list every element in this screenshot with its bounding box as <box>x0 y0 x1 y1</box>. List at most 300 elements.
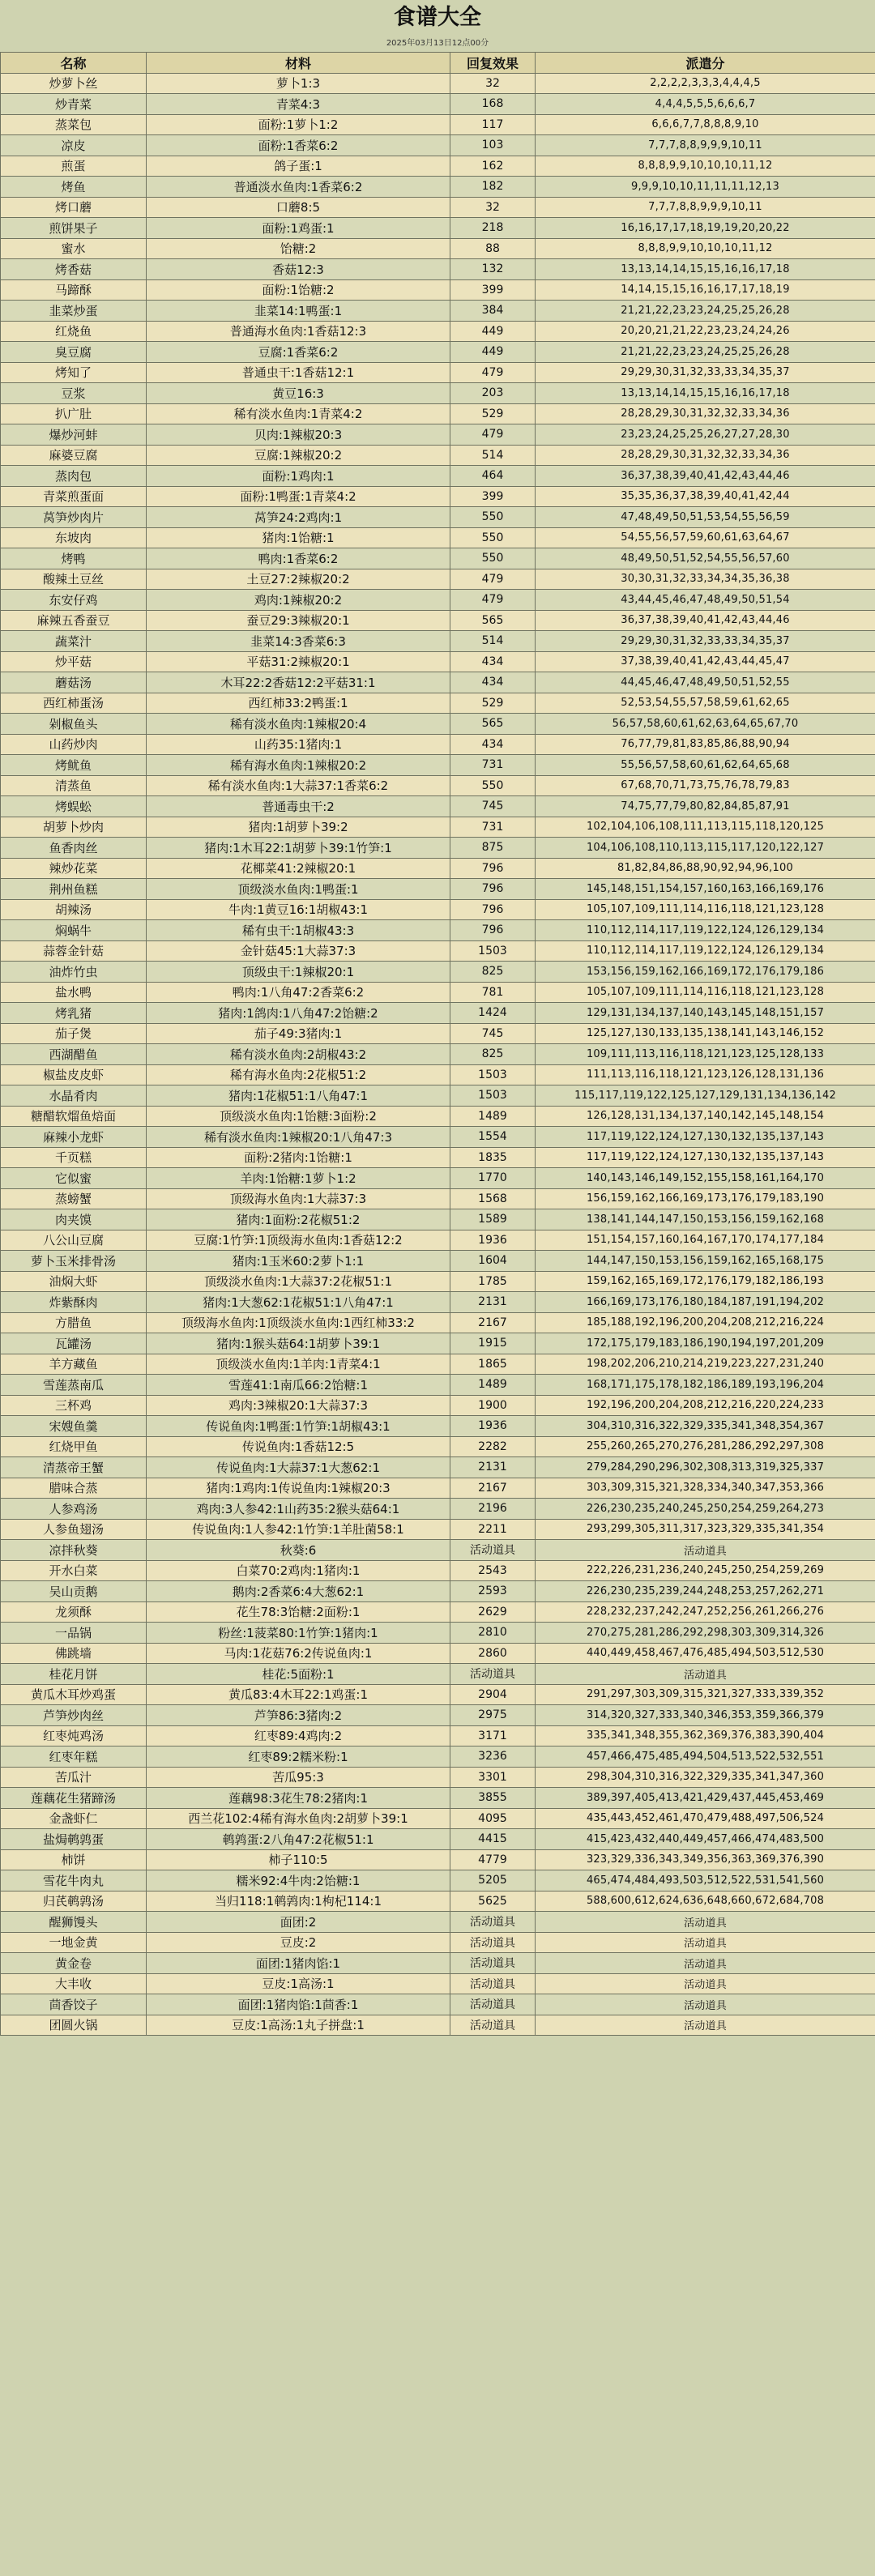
recipe-materials: 蚕豆29:3辣椒20:1 <box>147 610 450 631</box>
recipe-recovery: 796 <box>450 879 536 900</box>
recipe-materials: 面团:2 <box>147 1912 450 1933</box>
recipe-name: 烤乳猪 <box>1 1003 147 1024</box>
recipe-materials: 面粉:1鸡蛋:1 <box>147 218 450 239</box>
recipe-materials: 木耳22:2香菇12:2平菇31:1 <box>147 672 450 693</box>
table-row <box>1 734 875 755</box>
recipe-name: 蒸螃蟹 <box>1 1188 147 1209</box>
recipe-dispatch-score: 活动道具 <box>536 1912 875 1933</box>
recipe-materials: 牛肉:1黄豆16:1胡椒43:1 <box>147 899 450 920</box>
table-row <box>1 714 875 735</box>
table-row <box>1 73 875 94</box>
recipe-dispatch-score: 37,38,39,40,41,42,43,44,45,47 <box>536 651 875 672</box>
table-row <box>1 177 875 198</box>
recipe-materials: 普通海水鱼肉:1香菇12:3 <box>147 321 450 342</box>
recipe-materials: 猪肉:1玉米60:2萝卜1:1 <box>147 1251 450 1272</box>
recipe-dispatch-score: 104,106,108,110,113,115,117,120,122,127 <box>536 838 875 859</box>
recipe-materials: 顶级淡水鱼肉:1饴糖:3面粉:2 <box>147 1106 450 1127</box>
recipe-materials: 猪肉:1木耳22:1胡萝卜39:1竹笋:1 <box>147 838 450 859</box>
recipe-materials: 萝卜1:3 <box>147 73 450 94</box>
table-row <box>1 1643 875 1664</box>
recipe-materials: 传说鱼肉:1人参42:1竹笋:1羊肚菌58:1 <box>147 1519 450 1540</box>
recipe-recovery: 2975 <box>450 1705 536 1726</box>
recipe-dispatch-score: 44,45,46,47,48,49,50,51,52,55 <box>536 672 875 693</box>
recipe-dispatch-score: 185,188,192,196,200,204,208,212,216,224 <box>536 1312 875 1333</box>
recipe-materials: 面团:1猪肉馅:1 <box>147 1953 450 1974</box>
recipe-dispatch-score: 81,82,84,86,88,90,92,94,96,100 <box>536 858 875 879</box>
recipe-recovery: 活动道具 <box>450 1540 536 1561</box>
recipe-name: 茄子煲 <box>1 1023 147 1044</box>
recipe-name: 油炸竹虫 <box>1 962 147 983</box>
recipe-dispatch-score: 47,48,49,50,51,53,54,55,56,59 <box>536 507 875 528</box>
table-row <box>1 1788 875 1809</box>
recipe-recovery: 3855 <box>450 1788 536 1809</box>
recipe-name: 韭菜炒蛋 <box>1 301 147 322</box>
table-row <box>1 817 875 838</box>
recipe-recovery: 479 <box>450 424 536 446</box>
table-row <box>1 1354 875 1375</box>
table-row <box>1 1127 875 1148</box>
recipe-materials: 糯米92:4牛肉:2饴糖:1 <box>147 1870 450 1891</box>
recipe-name: 东坡肉 <box>1 527 147 548</box>
table-row <box>1 1106 875 1127</box>
recipe-name: 红烧鱼 <box>1 321 147 342</box>
recipe-dispatch-score: 36,37,38,39,40,41,42,43,44,46 <box>536 466 875 487</box>
recipe-materials: 面粉:1鸡肉:1 <box>147 466 450 487</box>
table-row <box>1 1003 875 1024</box>
recipe-dispatch-score: 16,16,17,17,18,19,19,20,20,22 <box>536 218 875 239</box>
recipe-recovery: 88 <box>450 238 536 259</box>
recipe-dispatch-score: 110,112,114,117,119,122,124,126,129,134 <box>536 920 875 941</box>
table-row <box>1 1684 875 1705</box>
recipe-name: 开水白菜 <box>1 1560 147 1581</box>
recipe-name: 凉皮 <box>1 135 147 156</box>
recipe-name: 吴山贡鹅 <box>1 1581 147 1602</box>
recipe-recovery: 479 <box>450 362 536 383</box>
recipe-materials: 粉丝:1菠菜80:1竹笋:1猪肉:1 <box>147 1623 450 1644</box>
recipe-dispatch-score: 166,169,173,176,180,184,187,191,194,202 <box>536 1292 875 1313</box>
recipe-dispatch-score: 30,30,31,32,33,34,34,35,36,38 <box>536 569 875 590</box>
recipe-materials: 苦瓜95:3 <box>147 1767 450 1788</box>
recipe-name: 金盏虾仁 <box>1 1808 147 1829</box>
recipe-materials: 莲藕98:3花生78:2猪肉:1 <box>147 1788 450 1809</box>
recipe-materials: 韭菜14:3香菜6:3 <box>147 631 450 652</box>
recipe-materials: 传说鱼肉:1大蒜37:1大葱62:1 <box>147 1457 450 1478</box>
recipe-dispatch-score: 54,55,56,57,59,60,61,63,64,67 <box>536 527 875 548</box>
recipe-recovery: 2167 <box>450 1312 536 1333</box>
recipe-recovery: 5205 <box>450 1870 536 1891</box>
recipe-recovery: 活动道具 <box>450 1973 536 1994</box>
recipe-name: 雪花牛肉丸 <box>1 1870 147 1891</box>
recipe-recovery: 745 <box>450 1023 536 1044</box>
recipe-name: 炒青菜 <box>1 94 147 115</box>
recipe-materials: 土豆27:2辣椒20:2 <box>147 569 450 590</box>
table-row <box>1 1064 875 1085</box>
table-row <box>1 569 875 590</box>
table-row <box>1 1292 875 1313</box>
recipe-recovery: 1568 <box>450 1188 536 1209</box>
table-row <box>1 1973 875 1994</box>
recipe-name: 麻婆豆腐 <box>1 445 147 466</box>
recipe-name: 蘑菇汤 <box>1 672 147 693</box>
recipe-recovery: 514 <box>450 445 536 466</box>
table-row <box>1 1147 875 1168</box>
recipe-dispatch-score: 35,35,36,37,38,39,40,41,42,44 <box>536 486 875 507</box>
recipe-materials: 猪肉:1猴头菇64:1胡萝卜39:1 <box>147 1333 450 1354</box>
recipe-table <box>0 52 875 2036</box>
recipe-recovery: 1936 <box>450 1416 536 1437</box>
table-row <box>1 1436 875 1457</box>
recipe-dispatch-score: 29,29,30,31,32,33,33,34,35,37 <box>536 631 875 652</box>
recipe-dispatch-score: 159,162,165,169,172,176,179,182,186,193 <box>536 1271 875 1292</box>
recipe-name: 马蹄酥 <box>1 279 147 301</box>
recipe-dispatch-score: 117,119,122,124,127,130,132,135,137,143 <box>536 1127 875 1148</box>
table-row <box>1 445 875 466</box>
recipe-dispatch-score: 52,53,54,55,57,58,59,61,62,65 <box>536 693 875 714</box>
recipe-materials: 豆皮:1高汤:1 <box>147 1973 450 1994</box>
recipe-recovery: 399 <box>450 279 536 301</box>
recipe-dispatch-score: 335,341,348,355,362,369,376,383,390,404 <box>536 1725 875 1746</box>
table-row <box>1 301 875 322</box>
recipe-name: 荆州鱼糕 <box>1 879 147 900</box>
recipe-materials: 韭菜14:1鸭蛋:1 <box>147 301 450 322</box>
recipe-recovery: 2131 <box>450 1457 536 1478</box>
recipe-dispatch-score: 226,230,235,240,245,250,254,259,264,273 <box>536 1499 875 1520</box>
recipe-materials: 黄瓜83:4木耳22:1鸡蛋:1 <box>147 1684 450 1705</box>
table-row <box>1 1891 875 1912</box>
recipe-dispatch-score: 9,9,9,10,10,11,11,11,12,13 <box>536 177 875 198</box>
recipe-name: 苦瓜汁 <box>1 1767 147 1788</box>
table-row <box>1 1746 875 1768</box>
recipe-recovery: 3171 <box>450 1725 536 1746</box>
recipe-name: 胡辣汤 <box>1 899 147 920</box>
recipe-name: 蒸菜包 <box>1 114 147 135</box>
table-row <box>1 1168 875 1189</box>
recipe-materials: 西兰花102:4稀有海水鱼肉:2胡萝卜39:1 <box>147 1808 450 1829</box>
table-row <box>1 1395 875 1416</box>
recipe-recovery: 1900 <box>450 1395 536 1416</box>
recipe-recovery: 5625 <box>450 1891 536 1912</box>
table-row <box>1 2015 875 2036</box>
recipe-dispatch-score: 13,13,14,14,15,15,16,16,17,18 <box>536 259 875 280</box>
recipe-dispatch-score: 415,423,432,440,449,457,466,474,483,500 <box>536 1829 875 1850</box>
recipe-dispatch-score: 36,37,38,39,40,41,42,43,44,46 <box>536 610 875 631</box>
recipe-recovery: 550 <box>450 548 536 569</box>
recipe-materials: 面粉:1鸭蛋:1青菜4:2 <box>147 486 450 507</box>
recipe-name: 一品锅 <box>1 1623 147 1644</box>
table-row <box>1 403 875 424</box>
recipe-materials: 鸭肉:1八角47:2香菜6:2 <box>147 982 450 1003</box>
recipe-materials: 稀有淡水鱼肉:1大蒜37:1香菜6:2 <box>147 775 450 796</box>
recipe-name: 腊味合蒸 <box>1 1478 147 1499</box>
recipe-dispatch-score: 145,148,151,154,157,160,163,166,169,176 <box>536 879 875 900</box>
recipe-name: 宋嫂鱼羹 <box>1 1416 147 1437</box>
table-row <box>1 610 875 631</box>
recipe-recovery: 203 <box>450 383 536 404</box>
recipe-dispatch-score: 活动道具 <box>536 1664 875 1685</box>
recipe-dispatch-score: 活动道具 <box>536 2015 875 2036</box>
recipe-dispatch-score: 7,7,7,8,8,9,9,9,10,11 <box>536 135 875 156</box>
recipe-materials: 稀有海水鱼肉:2花椒51:2 <box>147 1064 450 1085</box>
recipe-dispatch-score: 588,600,612,624,636,648,660,672,684,708 <box>536 1891 875 1912</box>
recipe-name: 烤香菇 <box>1 259 147 280</box>
recipe-recovery: 731 <box>450 755 536 776</box>
table-row <box>1 672 875 693</box>
recipe-name: 人参鱼翅汤 <box>1 1519 147 1540</box>
recipe-materials: 青菜4:3 <box>147 94 450 115</box>
recipe-name: 清蒸鱼 <box>1 775 147 796</box>
table-row <box>1 858 875 879</box>
recipe-materials: 秋葵:6 <box>147 1540 450 1561</box>
recipe-materials: 稀有淡水鱼肉:1辣椒20:1八角47:3 <box>147 1127 450 1148</box>
table-row <box>1 1312 875 1333</box>
recipe-dispatch-score: 126,128,131,134,137,140,142,145,148,154 <box>536 1106 875 1127</box>
recipe-materials: 山药35:1猪肉:1 <box>147 734 450 755</box>
recipe-name: 烤蜈蚣 <box>1 796 147 817</box>
recipe-materials: 鸽子蛋:1 <box>147 156 450 177</box>
recipe-materials: 传说鱼肉:1鸭蛋:1竹笋:1胡椒43:1 <box>147 1416 450 1437</box>
recipe-recovery: 434 <box>450 651 536 672</box>
table-row <box>1 218 875 239</box>
recipe-name: 煎蛋 <box>1 156 147 177</box>
recipe-recovery: 550 <box>450 507 536 528</box>
recipe-recovery: 1503 <box>450 1064 536 1085</box>
table-row <box>1 1808 875 1829</box>
table-row <box>1 1044 875 1065</box>
recipe-dispatch-score: 228,232,237,242,247,252,256,261,266,276 <box>536 1601 875 1623</box>
recipe-name: 茴香饺子 <box>1 1994 147 2015</box>
table-row <box>1 1271 875 1292</box>
recipe-dispatch-score: 153,156,159,162,166,169,172,176,179,186 <box>536 962 875 983</box>
recipe-dispatch-score: 13,13,14,14,15,15,16,16,17,18 <box>536 383 875 404</box>
recipe-recovery: 796 <box>450 858 536 879</box>
recipe-name: 爆炒河蚌 <box>1 424 147 446</box>
table-row <box>1 1932 875 1953</box>
recipe-name: 麻辣小龙虾 <box>1 1127 147 1148</box>
recipe-name: 山药炒肉 <box>1 734 147 755</box>
recipe-materials: 稀有淡水鱼肉:1辣椒20:4 <box>147 714 450 735</box>
table-row <box>1 1023 875 1044</box>
recipe-dispatch-score: 109,111,113,116,118,121,123,125,128,133 <box>536 1044 875 1065</box>
recipe-materials: 猪肉:1胡萝卜39:2 <box>147 817 450 838</box>
table-row <box>1 1519 875 1540</box>
recipe-recovery: 活动道具 <box>450 1912 536 1933</box>
recipe-name: 烤口蘑 <box>1 197 147 218</box>
recipe-dispatch-score: 28,28,29,30,31,32,32,33,34,36 <box>536 403 875 424</box>
recipe-materials: 稀有海水鱼肉:1辣椒20:2 <box>147 755 450 776</box>
recipe-dispatch-score: 110,112,114,117,119,122,124,126,129,134 <box>536 940 875 962</box>
table-row <box>1 899 875 920</box>
recipe-recovery: 1785 <box>450 1271 536 1292</box>
recipe-recovery: 117 <box>450 114 536 135</box>
recipe-name: 红枣炖鸡汤 <box>1 1725 147 1746</box>
recipe-name: 柿饼 <box>1 1849 147 1870</box>
table-row <box>1 548 875 569</box>
recipe-recovery: 464 <box>450 466 536 487</box>
recipe-materials: 稀有淡水鱼肉:1青菜4:2 <box>147 403 450 424</box>
table-row <box>1 940 875 962</box>
header-recovery: 回复效果 <box>450 53 536 74</box>
recipe-name: 炒萝卜丝 <box>1 73 147 94</box>
recipe-materials: 面粉:1饴糖:2 <box>147 279 450 301</box>
recipe-dispatch-score: 8,8,8,9,9,10,10,10,11,12 <box>536 156 875 177</box>
recipe-name: 酸辣土豆丝 <box>1 569 147 590</box>
recipe-name: 豆浆 <box>1 383 147 404</box>
recipe-name: 红烧甲鱼 <box>1 1436 147 1457</box>
table-row <box>1 1623 875 1644</box>
recipe-name: 扒广肚 <box>1 403 147 424</box>
recipe-dispatch-score: 279,284,290,296,302,308,313,319,325,337 <box>536 1457 875 1478</box>
recipe-name: 青菜煎蛋面 <box>1 486 147 507</box>
recipe-materials: 鸭肉:1香菜6:2 <box>147 548 450 569</box>
recipe-materials: 猪肉:1饴糖:1 <box>147 527 450 548</box>
recipe-dispatch-score: 144,147,150,153,156,159,162,165,168,175 <box>536 1251 875 1272</box>
recipe-recovery: 2211 <box>450 1519 536 1540</box>
recipe-recovery: 103 <box>450 135 536 156</box>
recipe-recovery: 796 <box>450 920 536 941</box>
recipe-dispatch-score: 2,2,2,2,3,3,3,4,4,4,5 <box>536 73 875 94</box>
recipe-materials: 花生78:3饴糖:2面粉:1 <box>147 1601 450 1623</box>
recipe-recovery: 182 <box>450 177 536 198</box>
table-row <box>1 1188 875 1209</box>
recipe-name: 莲藕花生猪蹄汤 <box>1 1788 147 1809</box>
recipe-materials: 鹅肉:2香菜6:4大葱62:1 <box>147 1581 450 1602</box>
recipe-dispatch-score: 291,297,303,309,315,321,327,333,339,352 <box>536 1684 875 1705</box>
recipe-dispatch-score: 255,260,265,270,276,281,286,292,297,308 <box>536 1436 875 1457</box>
recipe-materials: 猪肉:1面粉:2花椒51:2 <box>147 1209 450 1230</box>
recipe-rows <box>1 73 875 2036</box>
recipe-materials: 口蘑8:5 <box>147 197 450 218</box>
recipe-recovery: 529 <box>450 693 536 714</box>
recipe-materials: 面粉:1香菜6:2 <box>147 135 450 156</box>
recipe-dispatch-score: 156,159,162,166,169,173,176,179,183,190 <box>536 1188 875 1209</box>
recipe-dispatch-score: 活动道具 <box>536 1953 875 1974</box>
recipe-materials: 传说鱼肉:1香菇12:5 <box>147 1436 450 1457</box>
recipe-name: 芦笋炒肉丝 <box>1 1705 147 1726</box>
recipe-materials: 白菜70:2鸡肉:1猪肉:1 <box>147 1560 450 1581</box>
recipe-recovery: 1489 <box>450 1375 536 1396</box>
recipe-materials: 西红柿33:2鸭蛋:1 <box>147 693 450 714</box>
recipe-recovery: 活动道具 <box>450 1664 536 1685</box>
recipe-name: 蔬菜汁 <box>1 631 147 652</box>
table-row <box>1 94 875 115</box>
recipe-materials: 香菇12:3 <box>147 259 450 280</box>
table-row <box>1 156 875 177</box>
table-row <box>1 962 875 983</box>
recipe-recovery: 162 <box>450 156 536 177</box>
recipe-recovery: 2131 <box>450 1292 536 1313</box>
recipe-materials: 莴笋24:2鸡肉:1 <box>147 507 450 528</box>
recipe-dispatch-score: 457,466,475,485,494,504,513,522,532,551 <box>536 1746 875 1768</box>
recipe-materials: 红枣89:2糯米粉:1 <box>147 1746 450 1768</box>
recipe-recovery: 1424 <box>450 1003 536 1024</box>
recipe-recovery: 168 <box>450 94 536 115</box>
recipe-name: 佛跳墙 <box>1 1643 147 1664</box>
recipe-recovery: 2629 <box>450 1601 536 1623</box>
recipe-dispatch-score: 21,21,22,23,23,24,25,25,26,28 <box>536 342 875 363</box>
recipe-recovery: 384 <box>450 301 536 322</box>
table-row <box>1 693 875 714</box>
table-row <box>1 982 875 1003</box>
table-row <box>1 1912 875 1933</box>
recipe-recovery: 1503 <box>450 940 536 962</box>
recipe-name: 八公山豆腐 <box>1 1230 147 1251</box>
recipe-materials: 鸡肉:1辣椒20:2 <box>147 590 450 611</box>
recipe-materials: 雪莲41:1南瓜66:2饴糖:1 <box>147 1375 450 1396</box>
recipe-materials: 稀有虫干:1胡椒43:3 <box>147 920 450 941</box>
table-row <box>1 1601 875 1623</box>
recipe-materials: 顶级海水鱼肉:1大蒜37:3 <box>147 1188 450 1209</box>
recipe-name: 西湖醋鱼 <box>1 1044 147 1065</box>
recipe-recovery: 1936 <box>450 1230 536 1251</box>
recipe-materials: 花椰菜41:2辣椒20:1 <box>147 858 450 879</box>
recipe-recovery: 550 <box>450 527 536 548</box>
recipe-materials: 顶级淡水鱼肉:1鸭蛋:1 <box>147 879 450 900</box>
recipe-recovery: 活动道具 <box>450 1994 536 2015</box>
recipe-name: 煎饼果子 <box>1 218 147 239</box>
recipe-recovery: 218 <box>450 218 536 239</box>
recipe-dispatch-score: 55,56,57,58,60,61,62,64,65,68 <box>536 755 875 776</box>
table-row <box>1 1994 875 2015</box>
recipe-name: 三杯鸡 <box>1 1395 147 1416</box>
table-row <box>1 279 875 301</box>
table-row <box>1 1540 875 1561</box>
recipe-materials: 猪肉:1花椒51:1八角47:1 <box>147 1085 450 1107</box>
recipe-recovery: 活动道具 <box>450 2015 536 2036</box>
recipe-recovery: 4095 <box>450 1808 536 1829</box>
recipe-dispatch-score: 117,119,122,124,127,130,132,135,137,143 <box>536 1147 875 1168</box>
recipe-name: 胡萝卜炒肉 <box>1 817 147 838</box>
recipe-dispatch-score: 105,107,109,111,114,116,118,121,123,128 <box>536 982 875 1003</box>
recipe-name: 烤鱿鱼 <box>1 755 147 776</box>
table-row <box>1 1251 875 1272</box>
table-row <box>1 1560 875 1581</box>
table-row <box>1 1849 875 1870</box>
table-row <box>1 486 875 507</box>
recipe-materials: 稀有淡水鱼肉:2胡椒43:2 <box>147 1044 450 1065</box>
recipe-recovery: 2167 <box>450 1478 536 1499</box>
recipe-recovery: 4415 <box>450 1829 536 1850</box>
recipe-dispatch-score: 440,449,458,467,476,485,494,503,512,530 <box>536 1643 875 1664</box>
table-row <box>1 466 875 487</box>
recipe-dispatch-score: 389,397,405,413,421,429,437,445,453,469 <box>536 1788 875 1809</box>
recipe-dispatch-score: 435,443,452,461,470,479,488,497,506,524 <box>536 1808 875 1829</box>
recipe-dispatch-score: 21,21,22,23,23,24,25,25,26,28 <box>536 301 875 322</box>
recipe-materials: 普通毒虫干:2 <box>147 796 450 817</box>
recipe-name: 萝卜玉米排骨汤 <box>1 1251 147 1272</box>
table-row <box>1 238 875 259</box>
recipe-name: 瓦罐汤 <box>1 1333 147 1354</box>
recipe-recovery: 1915 <box>450 1333 536 1354</box>
recipe-materials: 普通虫干:1香菇12:1 <box>147 362 450 383</box>
recipe-materials: 豆皮:1高汤:1丸子拼盘:1 <box>147 2015 450 2036</box>
recipe-name: 清蒸帝王蟹 <box>1 1457 147 1478</box>
table-row <box>1 424 875 446</box>
recipe-recovery: 565 <box>450 714 536 735</box>
recipe-dispatch-score: 465,474,484,493,503,512,522,531,541,560 <box>536 1870 875 1891</box>
table-row <box>1 1416 875 1437</box>
recipe-dispatch-score: 29,29,30,31,32,33,33,34,35,37 <box>536 362 875 383</box>
table-row <box>1 1209 875 1230</box>
recipe-recovery: 434 <box>450 672 536 693</box>
recipe-name: 一地金黄 <box>1 1932 147 1953</box>
recipe-materials: 红枣89:4鸡肉:2 <box>147 1725 450 1746</box>
recipe-name: 黄金卷 <box>1 1953 147 1974</box>
recipe-name: 蒸肉包 <box>1 466 147 487</box>
recipe-dispatch-score: 314,320,327,333,340,346,353,359,366,379 <box>536 1705 875 1726</box>
recipe-recovery: 3301 <box>450 1767 536 1788</box>
recipe-materials: 面粉:2猪肉:1饴糖:1 <box>147 1147 450 1168</box>
table-row <box>1 1870 875 1891</box>
